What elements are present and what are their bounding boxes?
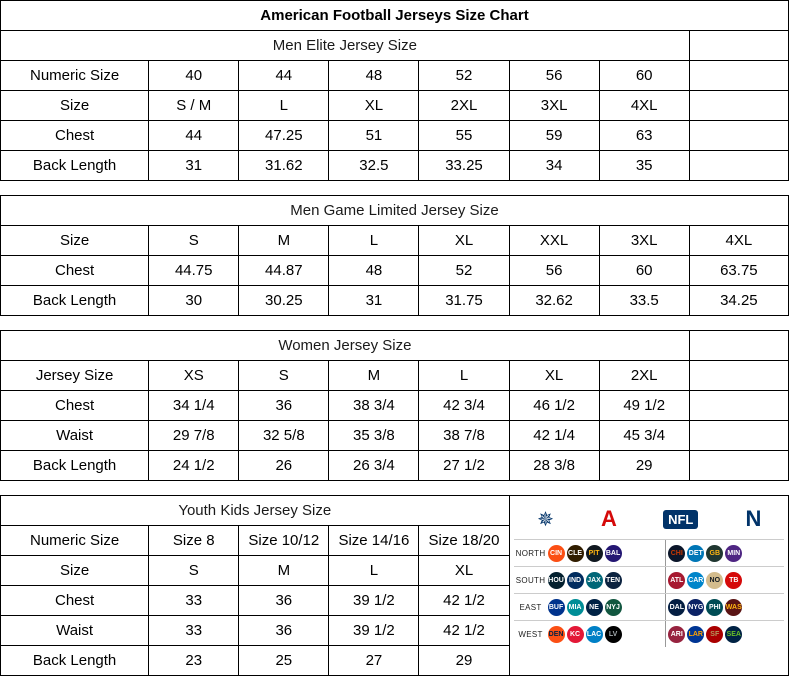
section-spacer (1, 181, 789, 196)
table-cell: 42 3/4 (419, 391, 509, 421)
team-logo-icon: CIN (548, 545, 565, 562)
table-cell: 36 (239, 586, 329, 616)
team-logo-icon: BUF (548, 599, 565, 616)
table-cell: 56 (509, 256, 599, 286)
table-cell: 47.25 (239, 121, 329, 151)
table-row (1, 121, 789, 151)
division-row-north (514, 539, 784, 566)
table-cell: M (239, 226, 329, 256)
table-cell: 4XL (599, 91, 689, 121)
table-cell: 56 (509, 61, 599, 91)
table-cell: 30.25 (239, 286, 329, 316)
table-cell: 63 (599, 121, 689, 151)
table-cell: 3XL (599, 226, 689, 256)
table-cell: 51 (329, 121, 419, 151)
conference-divider (665, 621, 666, 647)
table-cell: Size 14/16 (329, 526, 419, 556)
filler-cell (689, 331, 788, 361)
team-logo-icon: NYG (687, 599, 704, 616)
division-label: NORTH (515, 548, 546, 558)
table-cell: 2XL (419, 91, 509, 121)
table-cell: 52 (419, 61, 509, 91)
team-logo-icon: NE (586, 599, 603, 616)
table-cell: Size 10/12 (239, 526, 329, 556)
section-heading-row (1, 496, 789, 526)
table-cell: 39 1/2 (329, 586, 419, 616)
division-label: EAST (519, 602, 542, 612)
table-cell: 59 (509, 121, 599, 151)
team-logo-icon: PIT (586, 545, 603, 562)
table-cell: 45 3/4 (599, 421, 689, 451)
section-heading-row (1, 196, 789, 226)
table-cell: 31 (149, 151, 239, 181)
filler-cell (689, 91, 788, 121)
table-cell: M (329, 361, 419, 391)
team-logo-icon: KC (567, 626, 584, 643)
table-cell: 29 (599, 451, 689, 481)
table-cell: Size 18/20 (419, 526, 509, 556)
team-logo-icon: LAC (586, 626, 603, 643)
team-logo-icon: SF (706, 626, 723, 643)
table-cell: S (149, 226, 239, 256)
table-cell: 42 1/4 (509, 421, 599, 451)
team-logo-icon: DAL (668, 599, 685, 616)
division-row-west (514, 620, 784, 647)
table-cell: 29 (419, 646, 509, 676)
section-heading-men-game-limited: Men Game Limited Jersey Size (1, 196, 789, 226)
table-row (1, 91, 789, 121)
table-row (1, 391, 789, 421)
row-label: Numeric Size (1, 61, 149, 91)
team-logo-icon: ATL (668, 572, 685, 589)
division-row-south (514, 566, 784, 593)
nfc-west-teams (668, 626, 784, 643)
division-label: SOUTH (515, 575, 546, 585)
table-cell: 26 (239, 451, 329, 481)
team-logo-icon: GB (706, 545, 723, 562)
row-label: Chest (1, 121, 149, 151)
table-cell: 32.62 (509, 286, 599, 316)
table-cell: 44 (149, 121, 239, 151)
table-cell: 27 (329, 646, 419, 676)
conference-divider (665, 567, 666, 593)
table-cell: XL (509, 361, 599, 391)
filler-cell (689, 61, 788, 91)
team-logo-icon: CLE (567, 545, 584, 562)
table-cell: 60 (599, 256, 689, 286)
team-logo-icon: NO (706, 572, 723, 589)
team-logo-icon: ARI (668, 626, 685, 643)
table-cell: 48 (329, 256, 419, 286)
nfl-teams-logo-panel (509, 496, 788, 676)
team-logo-icon: NYJ (605, 599, 622, 616)
table-cell: XXL (509, 226, 599, 256)
table-cell: 55 (419, 121, 509, 151)
filler-cell (689, 31, 788, 61)
star-icon: ✵ (537, 508, 554, 531)
table-cell: 36 (239, 391, 329, 421)
team-logo-icon: MIA (567, 599, 584, 616)
table-cell: 46 1/2 (509, 391, 599, 421)
nfl-logo-icon: NFL (663, 510, 698, 529)
section-heading-men-elite: Men Elite Jersey Size (1, 31, 690, 61)
table-cell: 27 1/2 (419, 451, 509, 481)
table-cell: 23 (149, 646, 239, 676)
table-cell: 38 3/4 (329, 391, 419, 421)
table-cell: 60 (599, 61, 689, 91)
afc-south-teams (548, 572, 664, 589)
table-cell: 42 1/2 (419, 586, 509, 616)
table-cell: 24 1/2 (149, 451, 239, 481)
page-title: American Football Jerseys Size Chart (1, 1, 789, 31)
table-cell: 48 (329, 61, 419, 91)
team-logo-icon: SEA (725, 626, 742, 643)
row-label: Chest (1, 391, 149, 421)
table-cell: 28 3/8 (509, 451, 599, 481)
filler-cell (689, 451, 788, 481)
table-cell: 29 7/8 (149, 421, 239, 451)
table-cell: 34 1/4 (149, 391, 239, 421)
row-label: Size (1, 91, 149, 121)
section-heading-youth-kids: Youth Kids Jersey Size (1, 496, 510, 526)
team-logo-icon: CHI (668, 545, 685, 562)
filler-cell (689, 421, 788, 451)
row-label: Waist (1, 421, 149, 451)
nfc-east-teams (668, 599, 784, 616)
team-logo-icon: LV (605, 626, 622, 643)
afc-west-teams (548, 626, 664, 643)
table-cell: 34.25 (689, 286, 788, 316)
team-logo-icon: IND (567, 572, 584, 589)
row-label: Chest (1, 256, 149, 286)
row-label: Jersey Size (1, 361, 149, 391)
section-heading-row (1, 31, 789, 61)
table-cell: S / M (149, 91, 239, 121)
table-cell: M (239, 556, 329, 586)
division-label: WEST (518, 629, 543, 639)
table-cell: Size 8 (149, 526, 239, 556)
table-cell: XL (419, 226, 509, 256)
table-cell: S (239, 361, 329, 391)
row-label: Back Length (1, 286, 149, 316)
row-label: Size (1, 226, 149, 256)
table-row (1, 421, 789, 451)
table-cell: 31 (329, 286, 419, 316)
row-label: Back Length (1, 451, 149, 481)
table-cell: 4XL (689, 226, 788, 256)
table-row (1, 61, 789, 91)
row-label: Waist (1, 616, 149, 646)
document-title-row (1, 1, 789, 31)
table-cell: 26 3/4 (329, 451, 419, 481)
table-cell: 35 3/8 (329, 421, 419, 451)
division-row-east (514, 593, 784, 620)
table-cell: L (329, 556, 419, 586)
table-cell: 33.25 (419, 151, 509, 181)
table-row (1, 151, 789, 181)
row-label: Chest (1, 586, 149, 616)
section-heading-row (1, 331, 789, 361)
table-cell: 31.62 (239, 151, 329, 181)
team-logo-icon: HOU (548, 572, 565, 589)
team-logo-icon: LAR (687, 626, 704, 643)
team-logo-icon: MIN (725, 545, 742, 562)
filler-cell (689, 391, 788, 421)
table-cell: XL (329, 91, 419, 121)
row-label: Back Length (1, 646, 149, 676)
table-row (1, 451, 789, 481)
nfc-south-teams (668, 572, 784, 589)
row-label: Size (1, 556, 149, 586)
table-cell: 33 (149, 616, 239, 646)
table-cell: 52 (419, 256, 509, 286)
table-cell: 42 1/2 (419, 616, 509, 646)
table-cell: L (329, 226, 419, 256)
table-cell: XL (419, 556, 509, 586)
table-cell: 63.75 (689, 256, 788, 286)
team-logo-icon: BAL (605, 545, 622, 562)
table-cell: 3XL (509, 91, 599, 121)
table-cell: 35 (599, 151, 689, 181)
table-cell: L (239, 91, 329, 121)
row-label: Numeric Size (1, 526, 149, 556)
afc-north-teams (548, 545, 664, 562)
table-cell: 25 (239, 646, 329, 676)
nfc-logo-icon: N (745, 506, 761, 531)
table-cell: 32.5 (329, 151, 419, 181)
table-cell: 33 (149, 586, 239, 616)
conference-divider (665, 540, 666, 566)
team-logo-icon: DET (687, 545, 704, 562)
team-logo-icon: CAR (687, 572, 704, 589)
afc-east-teams (548, 599, 664, 616)
section-heading-women: Women Jersey Size (1, 331, 690, 361)
team-logo-icon: TEN (605, 572, 622, 589)
table-cell: 44.87 (239, 256, 329, 286)
table-row (1, 361, 789, 391)
table-cell: 32 5/8 (239, 421, 329, 451)
filler-cell (689, 151, 788, 181)
section-spacer (1, 481, 789, 496)
table-cell: 49 1/2 (599, 391, 689, 421)
table-cell: 31.75 (419, 286, 509, 316)
team-logo-icon: PHI (706, 599, 723, 616)
conference-logos-row (514, 500, 784, 538)
table-cell: L (419, 361, 509, 391)
table-cell: 36 (239, 616, 329, 646)
team-logo-icon: TB (725, 572, 742, 589)
conference-divider (665, 594, 666, 620)
team-logo-icon: JAX (586, 572, 603, 589)
table-cell: 39 1/2 (329, 616, 419, 646)
nfc-north-teams (668, 545, 784, 562)
table-row (1, 256, 789, 286)
table-cell: 44 (239, 61, 329, 91)
filler-cell (689, 361, 788, 391)
table-cell: 2XL (599, 361, 689, 391)
table-cell: 40 (149, 61, 239, 91)
table-cell: XS (149, 361, 239, 391)
row-label: Back Length (1, 151, 149, 181)
filler-cell (689, 121, 788, 151)
table-row (1, 226, 789, 256)
team-logo-icon: WAS (725, 599, 742, 616)
table-cell: S (149, 556, 239, 586)
table-cell: 38 7/8 (419, 421, 509, 451)
afc-logo-icon: A (601, 506, 616, 531)
table-row (1, 286, 789, 316)
table-cell: 34 (509, 151, 599, 181)
table-cell: 44.75 (149, 256, 239, 286)
team-logo-icon: DEN (548, 626, 565, 643)
table-cell: 30 (149, 286, 239, 316)
section-spacer (1, 316, 789, 331)
table-cell: 33.5 (599, 286, 689, 316)
